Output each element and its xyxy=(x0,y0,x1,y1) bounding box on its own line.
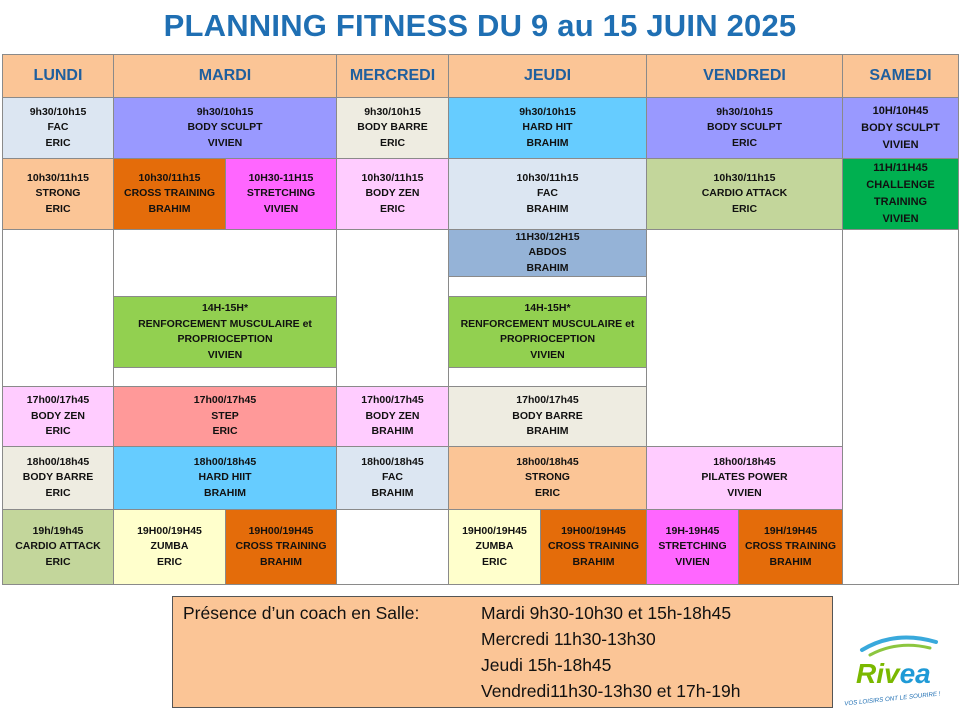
class-cell-line: PROPRIOCEPTION xyxy=(177,333,273,345)
empty-slot xyxy=(448,276,647,297)
class-cell-line: CROSS TRAINING xyxy=(547,540,639,553)
class-cell xyxy=(448,446,647,510)
class-cell xyxy=(2,386,114,447)
class-cell-line: BRAHIM xyxy=(526,425,569,438)
class-cell-line: BRAHIM xyxy=(371,486,414,499)
class-cell-line: 10h30/11h15 xyxy=(713,171,776,184)
class-cell-line: STRETCHING xyxy=(658,540,727,553)
class-cell xyxy=(225,509,337,585)
class-cell-line: CROSS TRAINING xyxy=(123,187,215,200)
class-cell-line: 18h00/18h45 xyxy=(193,455,257,468)
page-title: PLANNING FITNESS DU 9 au 15 JUIN 2025 xyxy=(163,8,797,43)
coach-presence-line: Mardi 9h30-10h30 et 15h-18h45 xyxy=(481,603,732,623)
class-cell-line: BODY SCULPT xyxy=(861,121,940,134)
class-cell-line: ERIC xyxy=(45,425,71,438)
class-cell-line: STRETCHING xyxy=(246,187,316,200)
class-cell-line: BODY ZEN xyxy=(365,409,420,422)
class-cell-line: 19H00/19H45 xyxy=(561,524,626,537)
class-cell-line: BRAHIM xyxy=(148,202,191,215)
class-cell xyxy=(842,158,959,230)
class-cell-line: 19H-19H45 xyxy=(665,524,720,537)
class-cell xyxy=(448,229,647,277)
day-header: VENDREDI xyxy=(646,54,843,98)
class-cell-line: 19H00/19H45 xyxy=(248,524,314,537)
class-cell-line: CROSS TRAINING xyxy=(235,540,327,553)
class-cell-line: ABDOS xyxy=(528,246,567,259)
class-cell xyxy=(2,446,114,510)
class-cell-line: ERIC xyxy=(45,136,71,149)
class-cell xyxy=(646,509,739,585)
class-cell-line: VIVIEN xyxy=(675,555,710,568)
class-cell xyxy=(738,509,843,585)
day-header: LUNDI xyxy=(2,54,114,98)
class-cell-line: TRAINING xyxy=(873,196,928,208)
class-cell-line: ERIC xyxy=(45,555,71,568)
class-cell-line: 17h00/17h45 xyxy=(516,394,579,407)
class-cell-line: BODY SCULPT xyxy=(187,121,263,134)
class-cell-line: BODY ZEN xyxy=(30,409,86,422)
class-cell-line: HARD HIT xyxy=(522,121,573,134)
empty-slot xyxy=(646,229,843,447)
class-cell-line: VIVIEN xyxy=(530,348,565,361)
class-cell-line: VIVIEN xyxy=(207,348,243,361)
class-cell-line: ERIC xyxy=(731,136,758,149)
coach-presence-line: Mercredi 11h30-13h30 xyxy=(481,629,656,649)
class-cell-line: CROSS TRAINING xyxy=(744,540,836,553)
empty-slot xyxy=(113,229,337,297)
class-cell-line: BRAHIM xyxy=(204,486,246,499)
empty-slot xyxy=(448,367,647,387)
class-cell-line: BODY BARRE xyxy=(22,471,94,484)
coach-presence-box xyxy=(172,596,833,708)
class-cell xyxy=(2,158,114,230)
class-cell-line: VIVIEN xyxy=(727,486,762,499)
class-cell xyxy=(113,97,337,159)
class-cell-line: 10h30/11h15 xyxy=(361,171,424,184)
empty-slot xyxy=(113,367,337,387)
class-cell-line: BODY SCULPT xyxy=(706,121,783,134)
class-cell-line: STEP xyxy=(211,409,239,422)
class-cell xyxy=(646,97,843,159)
class-cell-line: 9h30/10h15 xyxy=(29,105,87,118)
class-cell xyxy=(448,296,647,368)
class-cell-line: 17h00/17h45 xyxy=(193,394,257,407)
class-cell-line: BRAHIM xyxy=(260,555,302,568)
class-cell-line: BODY ZEN xyxy=(365,187,420,200)
empty-slot xyxy=(842,229,959,585)
class-cell-line: FAC xyxy=(537,187,558,200)
class-cell-line: STRONG xyxy=(525,471,570,484)
class-cell-line: 18h00/18h45 xyxy=(26,455,90,468)
class-cell xyxy=(448,97,647,159)
class-cell-line: BODY BARRE xyxy=(357,121,428,134)
class-cell xyxy=(113,158,226,230)
class-cell-line: 17h00/17h45 xyxy=(26,394,90,407)
class-cell-line: BODY BARRE xyxy=(512,409,583,422)
class-cell-line: ERIC xyxy=(212,425,238,438)
day-header: MERCREDI xyxy=(336,54,449,98)
day-header: SAMEDI xyxy=(842,54,959,98)
class-cell xyxy=(336,386,449,447)
day-header: JEUDI xyxy=(448,54,647,98)
class-cell-line: 9h30/10h15 xyxy=(196,105,254,118)
class-cell-line: ERIC xyxy=(534,486,561,499)
class-cell-line: PROPRIOCEPTION xyxy=(499,333,596,345)
class-cell-line: ERIC xyxy=(156,555,183,568)
class-cell-line: CARDIO ATTACK xyxy=(15,540,101,553)
class-cell-line: 9h30/10h15 xyxy=(716,105,773,118)
class-cell-line: ZUMBA xyxy=(150,540,189,553)
class-cell-line: STRONG xyxy=(35,187,81,200)
coach-presence-line: Jeudi 15h-18h45 xyxy=(481,655,612,675)
class-cell-line: 19H00/19H45 xyxy=(137,524,202,537)
class-cell-line: 10H30-11H15 xyxy=(248,171,314,184)
class-cell-line: 17h00/17h45 xyxy=(361,394,424,407)
coach-presence-line: Vendredi11h30-13h30 et 17h-19h xyxy=(481,681,741,701)
class-cell-line: BRAHIM xyxy=(526,261,569,274)
class-cell-line: 9h30/10h15 xyxy=(364,105,421,118)
class-cell xyxy=(113,296,337,368)
class-cell-line: BRAHIM xyxy=(572,555,615,568)
class-cell-line: RENFORCEMENT MUSCULAIRE et xyxy=(138,317,312,330)
class-cell-line: 18h00/18h45 xyxy=(361,455,424,468)
class-cell-line: ERIC xyxy=(379,202,406,215)
class-cell-line: ZUMBA xyxy=(475,540,514,553)
empty-slot xyxy=(336,509,449,585)
class-cell-line: BRAHIM xyxy=(526,136,569,149)
class-cell-line: VIVIEN xyxy=(882,138,919,151)
class-cell-line: BRAHIM xyxy=(769,555,812,568)
class-cell xyxy=(113,386,337,447)
class-cell-line: FAC xyxy=(382,471,403,484)
class-cell xyxy=(336,97,449,159)
class-cell-line: HARD HIIT xyxy=(198,471,252,484)
class-cell-line: ERIC xyxy=(379,136,406,149)
class-cell-line: 10h30/11h15 xyxy=(138,171,201,184)
logo-tagline: VOS LOISIRS ONT LE SOURIRE ! xyxy=(843,690,941,708)
coach-presence-label: Présence d’un coach en Salle: xyxy=(183,603,420,623)
day-header: MARDI xyxy=(113,54,337,98)
class-cell-line: 10h30/11h15 xyxy=(27,171,89,184)
class-cell xyxy=(448,158,647,230)
class-cell-line: 14H-15H* xyxy=(201,302,249,314)
logo-wordmark: Rivea xyxy=(856,658,931,689)
class-cell-line: 11H30/12H15 xyxy=(515,230,580,243)
class-cell-line: 19h/19h45 xyxy=(32,524,84,537)
class-cell-line: ERIC xyxy=(45,202,71,215)
class-cell xyxy=(225,158,337,230)
class-cell-line: BRAHIM xyxy=(526,202,569,215)
class-cell-line: ERIC xyxy=(481,555,508,568)
class-cell-line: FAC xyxy=(47,121,69,134)
schedule-grid xyxy=(2,54,958,584)
class-cell-line: RENFORCEMENT MUSCULAIRE et xyxy=(460,317,635,330)
class-cell xyxy=(2,509,114,585)
class-cell-line: 19H00/19H45 xyxy=(462,524,527,537)
class-cell-line: 18h00/18h45 xyxy=(516,455,579,468)
class-cell-line: CHALLENGE xyxy=(866,179,935,191)
class-cell xyxy=(540,509,647,585)
class-cell xyxy=(336,446,449,510)
class-cell xyxy=(336,158,449,230)
class-cell-line: 18h00/18h45 xyxy=(713,455,776,468)
class-cell-line: 10h30/11h15 xyxy=(516,171,579,184)
class-cell xyxy=(113,446,337,510)
class-cell-line: PILATES POWER xyxy=(701,471,788,484)
class-cell xyxy=(842,97,959,159)
class-cell-line: VIVIEN xyxy=(882,213,919,225)
class-cell-line: ERIC xyxy=(45,486,71,499)
class-cell-line: 14H-15H* xyxy=(524,302,571,314)
class-cell-line: 11H/11H45 xyxy=(873,162,928,174)
class-cell xyxy=(2,97,114,159)
class-cell-line: 19H/19H45 xyxy=(763,524,818,537)
class-cell xyxy=(448,509,541,585)
class-cell-line: CARDIO ATTACK xyxy=(701,187,788,200)
class-cell-line: VIVIEN xyxy=(207,136,243,149)
class-cell-line: 10H/10H45 xyxy=(872,104,929,117)
riviera-logo xyxy=(840,628,955,708)
class-cell xyxy=(448,386,647,447)
class-cell xyxy=(113,509,226,585)
class-cell-line: VIVIEN xyxy=(263,202,299,215)
class-cell xyxy=(646,158,843,230)
class-cell-line: 9h30/10h15 xyxy=(519,105,576,118)
class-cell-line: ERIC xyxy=(731,202,758,215)
class-cell xyxy=(646,446,843,510)
class-cell-line: BRAHIM xyxy=(371,425,414,438)
